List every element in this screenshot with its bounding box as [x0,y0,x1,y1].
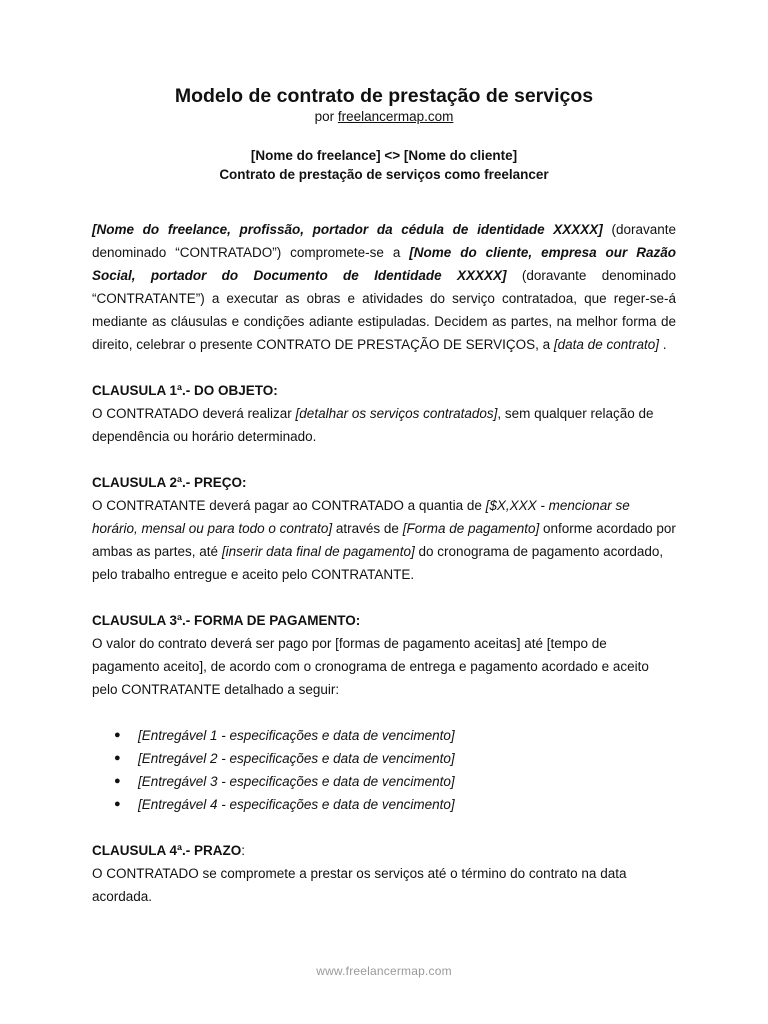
clause-4-text: O CONTRATADO se compromete a prestar os serviços até o término do contrato na data acordada. [92,866,627,904]
intro-paragraph [92,218,676,356]
clause-2-text-b: através de [332,521,403,536]
bullet-icon: ● [114,775,121,787]
list-item [92,793,676,816]
deliverables-list [92,724,676,816]
list-item [92,770,676,793]
amount-placeholder: [$X,XXX - mencionar se horário, mensal ou para todo o contrato] [92,498,630,536]
clause-2 [92,471,676,586]
clause-1-text-a: O CONTRATADO deverá realizar [92,406,296,421]
clause-1-heading: CLAUSULA 1ª.- DO OBJETO: [92,383,278,398]
document-title: Modelo de contrato de prestação de serviços [174,85,594,107]
clause-4-heading: CLAUSULA 4ª.- PRAZO [92,843,242,858]
clause-3-heading: CLAUSULA 3ª.- FORMA DE PAGAMENTO: [92,613,361,628]
bullet-icon: ● [114,798,121,810]
clause-2-heading: CLAUSULA 2ª.- PREÇO: [92,475,247,490]
contract-type-line: Contrato de prestação de serviços como freelancer [219,167,549,182]
parties-block [92,146,676,184]
list-item [92,724,676,747]
deliverable-text: [Entregável 2 - especificações e data de vencimento] [138,751,455,766]
author-prefix: por [314,109,338,124]
clause-4 [92,839,676,908]
intro-text-end: . [658,337,667,352]
clause-1-text-b: , sem qualquer relação de dependência ou horário determinado. [92,406,654,444]
payment-method-placeholder: [Forma de pagamento] [402,521,540,536]
clause-2-text-c: onforme acordado por ambas as partes, até [92,521,676,559]
contract-date-placeholder: [data de contrato] [553,337,659,352]
clause-1-text [92,402,676,448]
intro-text-2: (doravante denominado “CONTRATANTE”) a executar as obras e atividades do serviço contratadoa, que reger-se-á mediante as cláusulas e condições adiante estipuladas. Decidem as partes, na melhor forma de direito, celebrar o presente CONTRATO DE PRESTAÇÃO DE SERVIÇOS, a [92,268,676,352]
deliverable-text: [Entregável 3 - especificações e data de vencimento] [138,774,455,789]
clause-3-text: O valor do contrato deverá ser pago por [formas de pagamento aceitas] até [tempo de pagamento aceito], de acordo com o cronograma de entrega e pagamento acordado e aceito pelo CONTRATANTE detalhado a seguir: [92,636,649,697]
intro-text-1: (doravante denominado “CONTRATADO”) compromete-se a [92,222,676,260]
author-line [92,109,676,125]
freelancermap-link[interactable]: freelancermap.com [337,109,454,124]
freelancer-placeholder: [Nome do freelance, profissão, portador da cédula de identidade XXXXX] [92,222,603,237]
document-body [92,84,676,908]
bullet-icon: ● [114,729,121,741]
footer-watermark: www.freelancermap.com [316,964,452,978]
clause-3 [92,609,676,816]
clause-2-text [92,494,676,586]
deliverable-text: [Entregável 1 - especificações e data de vencimento] [138,728,455,743]
bullet-icon: ● [114,752,121,764]
clause-4-heading-line [92,839,676,862]
clause-2-text-a: O CONTRATANTE deverá pagar ao CONTRATADO a quantia de [92,498,486,513]
parties-line: [Nome do freelance] <> [Nome do cliente] [250,148,518,163]
clause-4-heading-suffix: : [241,843,246,858]
payment-date-placeholder: [inserir data final de pagamento] [221,544,415,559]
list-item [92,747,676,770]
client-placeholder: [Nome do cliente, empresa our Razão Social, portador do Documento de Identidade XXXXX] [92,245,676,283]
deliverable-text: [Entregável 4 - especificações e data de vencimento] [138,797,455,812]
clause-2-text-d: do cronograma de pagamento acordado, pelo trabalho entregue e aceito pelo CONTRATANTE. [92,544,664,582]
clause-1 [92,379,676,448]
services-placeholder: [detalhar os serviços contratados] [295,406,498,421]
